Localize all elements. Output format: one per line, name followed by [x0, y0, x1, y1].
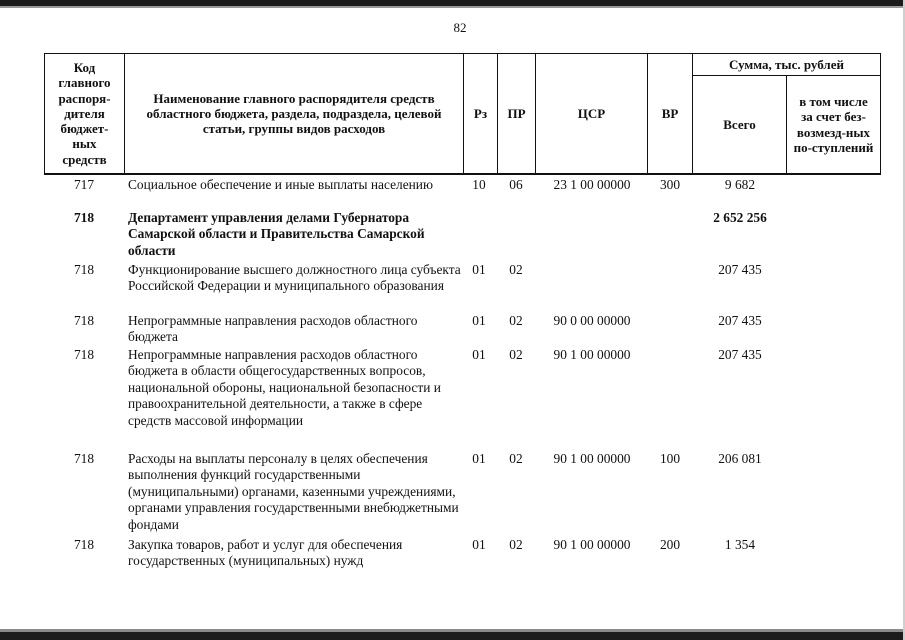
- page-number: 82: [453, 20, 467, 35]
- row-total: 206 081: [718, 451, 762, 466]
- row-rz: 01: [472, 537, 486, 552]
- row-name: Департамент управления делами Губернатора Самарской области и Правительства Самарской области: [128, 210, 425, 258]
- row-rz: 01: [472, 451, 486, 466]
- row-name: Непрограммные направления расходов областного бюджета: [128, 313, 418, 345]
- row-rz: 01: [472, 347, 486, 362]
- row-pr: 02: [509, 347, 523, 362]
- row-name: Закупка товаров, работ и услуг для обеспечения государственных (муниципальных) нужд: [128, 537, 403, 569]
- header-incl: в том числе за счет без-возмезд-ных по-ступлений: [793, 94, 874, 155]
- row-name: Социальное обеспечение и иные выплаты населению: [128, 177, 433, 192]
- row-pr: 02: [509, 451, 523, 466]
- row-code: 718: [73, 262, 95, 277]
- row-pr: 02: [509, 262, 523, 277]
- row-total: 2 652 256: [713, 210, 767, 225]
- row-code: 718: [73, 210, 95, 225]
- row-pr: 06: [509, 177, 523, 192]
- header-csr: ЦСР: [577, 105, 606, 121]
- header-total: Всего: [723, 116, 756, 132]
- row-total: 1 354: [724, 537, 756, 552]
- header-vr: ВР: [661, 105, 679, 121]
- row-pr: 02: [509, 537, 523, 552]
- row-code: 718: [73, 313, 95, 328]
- row-csr: 23 1 00 00000: [553, 177, 631, 192]
- row-csr: 90 1 00 00000: [553, 451, 631, 466]
- scan-border-bottom: [0, 632, 905, 640]
- row-code: 718: [73, 537, 95, 552]
- row-name: Непрограммные направления расходов областного бюджета в области общегосударственных вопросов, национальной обороны, национальной безопасности и правоохранительной деятельности, а также в сфере средств массовой информации: [128, 347, 441, 428]
- header-rz: Рз: [473, 105, 488, 121]
- row-rz: 01: [472, 262, 486, 277]
- header-sum: Сумма, тыс. рублей: [729, 56, 844, 72]
- row-pr: 02: [509, 313, 523, 328]
- header-name: Наименование главного распорядителя средств областного бюджета, раздела, подраздела, целевой статьи, группы видов расходов: [146, 90, 442, 137]
- row-rz: 01: [472, 313, 486, 328]
- row-code: 718: [73, 347, 95, 362]
- header-pr: ПР: [507, 105, 526, 121]
- header-code: Код главного распоря-дителя бюджет-ных средств: [58, 60, 111, 167]
- row-csr: 90 1 00 00000: [553, 347, 631, 362]
- row-csr: 90 0 00 00000: [553, 313, 631, 328]
- row-vr: 100: [659, 451, 681, 466]
- row-total: 207 435: [718, 313, 762, 328]
- row-total: 207 435: [718, 347, 762, 362]
- row-total: 9 682: [724, 177, 756, 192]
- row-vr: 300: [659, 177, 681, 192]
- row-name: Расходы на выплаты персоналу в целях обеспечения выполнения функций государственными (муниципальными) органами, казенными учреждениями, органами управления государственными внебюджетными фондами: [128, 451, 459, 532]
- row-rz: 10: [472, 177, 486, 192]
- row-code: 718: [73, 451, 95, 466]
- scan-border-top-shade: [0, 6, 905, 8]
- row-total: 207 435: [718, 262, 762, 277]
- row-name: Функционирование высшего должностного лица субъекта Российской Федерации и муниципального образования: [128, 262, 461, 294]
- row-vr: 200: [659, 537, 681, 552]
- row-csr: 90 1 00 00000: [553, 537, 631, 552]
- row-code: 717: [73, 177, 95, 192]
